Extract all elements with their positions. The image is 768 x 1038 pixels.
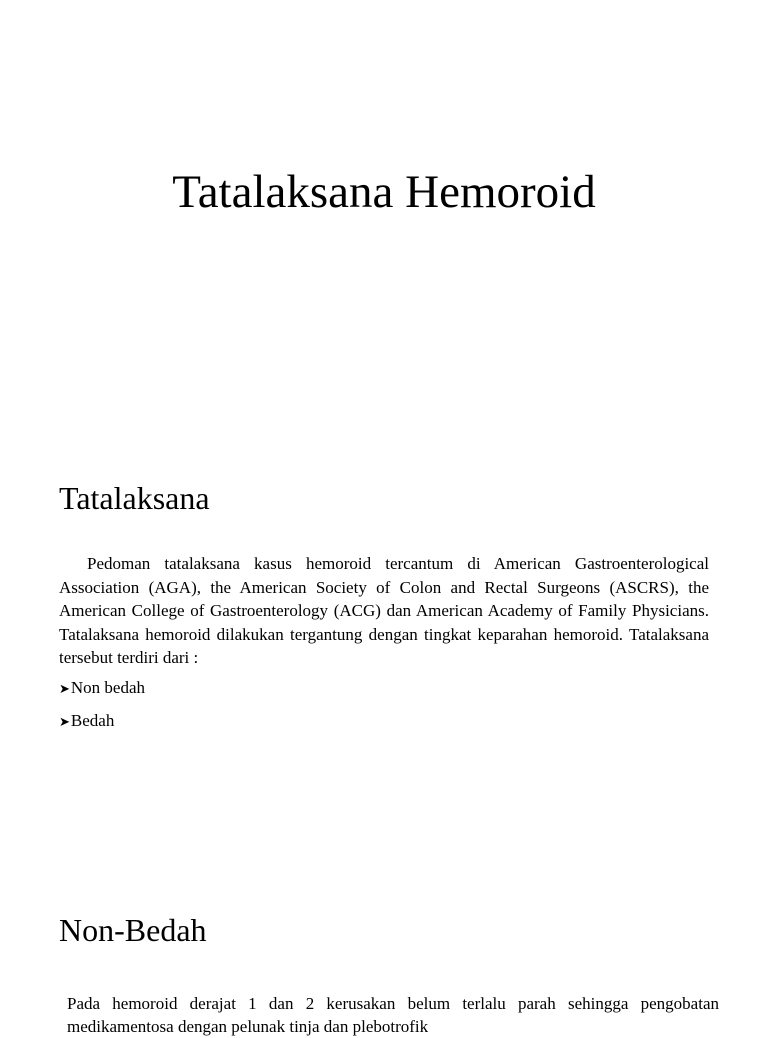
tatalaksana-paragraph-text: Pedoman tatalaksana kasus hemoroid tercantum di American Gastroenterological Association (AGA), the American Society of Colon and Rectal Surgeons (ASCRS), the American College of Gastroenterology (ACG) dan American Academy of Family Physicians. Tatalaksana hemoroid dilakukan tergantung dengan tingkat keparahan hemoroid. Tatalaksana tersebut terdiri dari : [59,554,709,667]
tatalaksana-paragraph [59,552,709,670]
list-item [59,709,145,734]
arrow-bullet-icon: ➤ [59,682,70,697]
section-heading-non-bedah: Non-Bedah [59,912,207,948]
list-item [59,676,145,701]
treatment-type-list [59,676,145,742]
section-heading-tatalaksana: Tatalaksana [59,480,210,516]
list-item-label: Non bedah [70,678,146,697]
page-title: Tatalaksana Hemoroid [172,166,596,218]
non-bedah-paragraph: Pada hemoroid derajat 1 dan 2 kerusakan belum terlalu parah sehingga pengobatan medikamentosa dengan pelunak tinja dan plebotrofik [67,994,719,1036]
arrow-bullet-icon: ➤ [59,715,70,730]
list-item-label: Bedah [70,711,115,730]
